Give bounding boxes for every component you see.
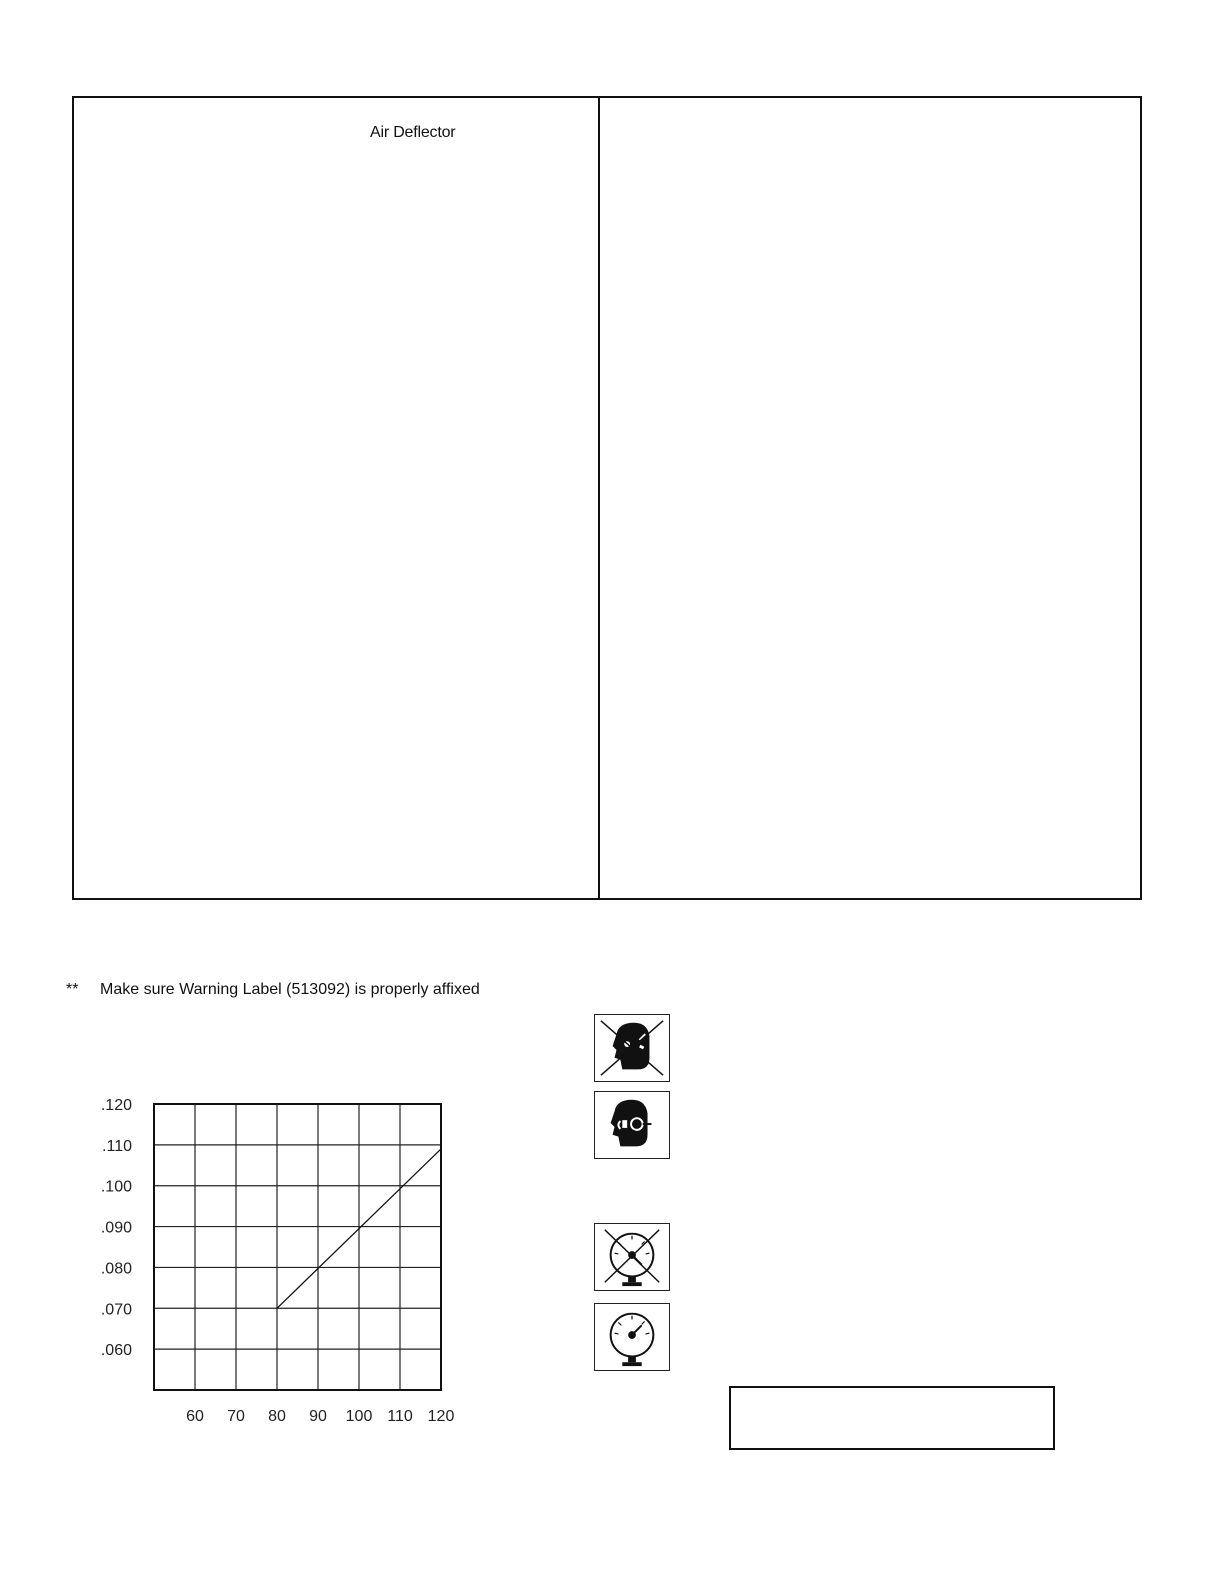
- y-tick-label: .100: [100, 1178, 132, 1196]
- y-tick-label: .110: [102, 1137, 132, 1155]
- warning-label-note: [66, 981, 480, 999]
- x-tick-label: 90: [309, 1408, 327, 1425]
- x-tick-label: 80: [268, 1408, 286, 1425]
- diagram-panel-frame: [72, 96, 1142, 900]
- x-tick-label: 120: [427, 1408, 455, 1425]
- y-tick-label: .120: [100, 1097, 132, 1114]
- panel-divider: [598, 96, 600, 900]
- x-tick-label: 110: [387, 1408, 413, 1425]
- y-tick-label: .070: [100, 1301, 132, 1319]
- y-tick-label: .080: [100, 1260, 132, 1278]
- no-face-protection-icon: [594, 1014, 670, 1082]
- x-tick-label: 100: [345, 1408, 373, 1425]
- note-text: Make sure Warning Label (513092) is properly affixed: [100, 981, 480, 998]
- air-deflector-label: Air Deflector: [370, 124, 456, 141]
- no-overpressure-gauge-icon: [594, 1223, 670, 1291]
- plot-frame: [154, 1104, 441, 1390]
- x-tick-label: 60: [186, 1408, 204, 1425]
- note-marker: **: [66, 981, 79, 998]
- y-tick-label: .090: [100, 1219, 132, 1237]
- y-tick-label: .060: [100, 1342, 132, 1360]
- blank-notes-box: [729, 1386, 1055, 1450]
- x-tick-label: 70: [227, 1408, 245, 1425]
- pressure-gauge-icon: [594, 1303, 670, 1371]
- wear-hearing-eye-protection-icon: [594, 1091, 670, 1159]
- gap-chart: [90, 1090, 470, 1430]
